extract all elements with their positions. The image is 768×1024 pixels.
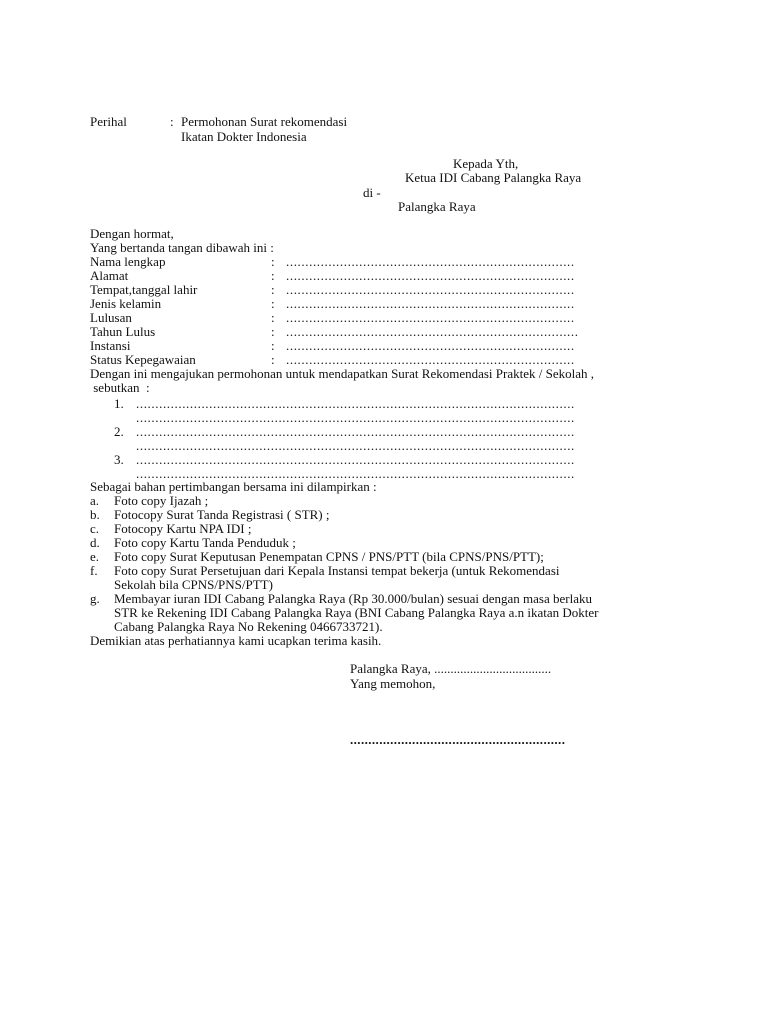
list-number: 1. (114, 396, 124, 411)
field-dots-status: ........................................................................... (286, 352, 575, 367)
list-dots: .................................................................................................................. (136, 452, 575, 467)
field-colon: : (271, 352, 275, 367)
addressee-kepada: Kepada Yth, (453, 156, 519, 171)
list-number: 3. (114, 452, 124, 467)
attachment-letter: g. (90, 591, 100, 606)
attachment-text: Foto copy Ijazah ; (114, 493, 209, 508)
field-colon: : (271, 282, 275, 297)
attachment-text: Fotocopy Kartu NPA IDI ; (114, 521, 252, 536)
field-dots-lulusan: ........................................................................... (286, 310, 575, 325)
field-dots-nama: ........................................................................... (286, 254, 575, 269)
attachment-letter: b. (90, 507, 100, 522)
perihal-colon: : (170, 114, 174, 129)
attachment-letter: f. (90, 563, 98, 578)
perihal-label: Perihal (90, 114, 127, 129)
closing-line: Demikian atas perhatiannya kami ucapkan terima kasih. (90, 633, 382, 648)
list-number: 2. (114, 424, 124, 439)
attachment-text: Foto copy Surat Keputusan Penempatan CPNS / PNS/PTT (bila CPNS/PNS/PTT); (114, 549, 544, 564)
field-dots-instansi: ........................................................................... (286, 338, 575, 353)
subject-line-1: Permohonan Surat rekomendasi (181, 114, 348, 129)
field-label-instansi: Instansi (90, 338, 131, 353)
field-dots-ttl: ........................................................................... (286, 282, 575, 297)
addressee-ketua: Ketua IDI Cabang Palangka Raya (405, 170, 582, 185)
field-dots-alamat: ........................................................................... (286, 268, 575, 283)
field-label-alamat: Alamat (90, 268, 129, 283)
signature-line: ........................................................... (350, 732, 566, 747)
field-colon: : (271, 254, 275, 269)
attachment-text: Membayar iuran IDI Cabang Palangka Raya (Rp 30.000/bulan) sesuai dengan masa berlaku (114, 591, 592, 606)
attachment-text: Foto copy Surat Persetujuan dari Kepala Instansi tempat bekerja (untuk Rekomendasi (114, 563, 560, 578)
field-dots-jenis-kelamin: ........................................................................... (286, 296, 575, 311)
attachment-text: Fotocopy Surat Tanda Registrasi ( STR) ; (114, 507, 330, 522)
greeting: Dengan hormat, (90, 226, 174, 241)
addressee-city: Palangka Raya (398, 199, 476, 214)
attachment-text: STR ke Rekening IDI Cabang Palangka Raya (BNI Cabang Palangka Raya a.n ikatan Dokter (114, 605, 599, 620)
field-colon: : (271, 310, 275, 325)
field-label-ttl: Tempat,tanggal lahir (90, 282, 198, 297)
attachment-letter: d. (90, 535, 100, 550)
field-dots-tahun-lulus: ............................................................................ (286, 324, 579, 339)
field-colon: : (271, 268, 275, 283)
addressee-di: di - (363, 185, 381, 200)
field-label-jenis-kelamin: Jenis kelamin (90, 296, 162, 311)
attachment-text: Sekolah bila CPNS/PNS/PTT) (114, 577, 273, 592)
request-line-1: Dengan ini mengajukan permohonan untuk mendapatkan Surat Rekomendasi Praktek / Sekolah , (90, 366, 594, 381)
subject-line-2: Ikatan Dokter Indonesia (181, 129, 307, 144)
list-dots: .................................................................................................................. (136, 438, 575, 453)
attachment-letter: c. (90, 521, 100, 536)
attachment-text: Foto copy Kartu Tanda Penduduk ; (114, 535, 296, 550)
attachment-text: Cabang Palangka Raya No Rekening 0466733721). (114, 619, 383, 634)
field-colon: : (271, 338, 275, 353)
list-dots: .................................................................................................................. (136, 466, 575, 481)
intro-line: Yang bertanda tangan dibawah ini : (90, 240, 274, 255)
attachments-intro: Sebagai bahan pertimbangan bersama ini dilampirkan : (90, 479, 377, 494)
list-dots: .................................................................................................................. (136, 396, 575, 411)
field-colon: : (271, 324, 275, 339)
attachment-letter: e. (90, 549, 100, 564)
list-dots: .................................................................................................................. (136, 410, 575, 425)
field-label-nama: Nama lengkap (90, 254, 166, 269)
request-line-2: sebutkan : (90, 380, 150, 395)
field-label-status: Status Kepegawaian (90, 352, 196, 367)
attachment-letter: a. (90, 493, 100, 508)
field-colon: : (271, 296, 275, 311)
field-label-tahun-lulus: Tahun Lulus (90, 324, 156, 339)
list-dots: .................................................................................................................. (136, 424, 575, 439)
field-label-lulusan: Lulusan (90, 310, 132, 325)
signature-applicant: Yang memohon, (350, 676, 436, 691)
signature-place-date: Palangka Raya, .................................... (350, 661, 552, 676)
